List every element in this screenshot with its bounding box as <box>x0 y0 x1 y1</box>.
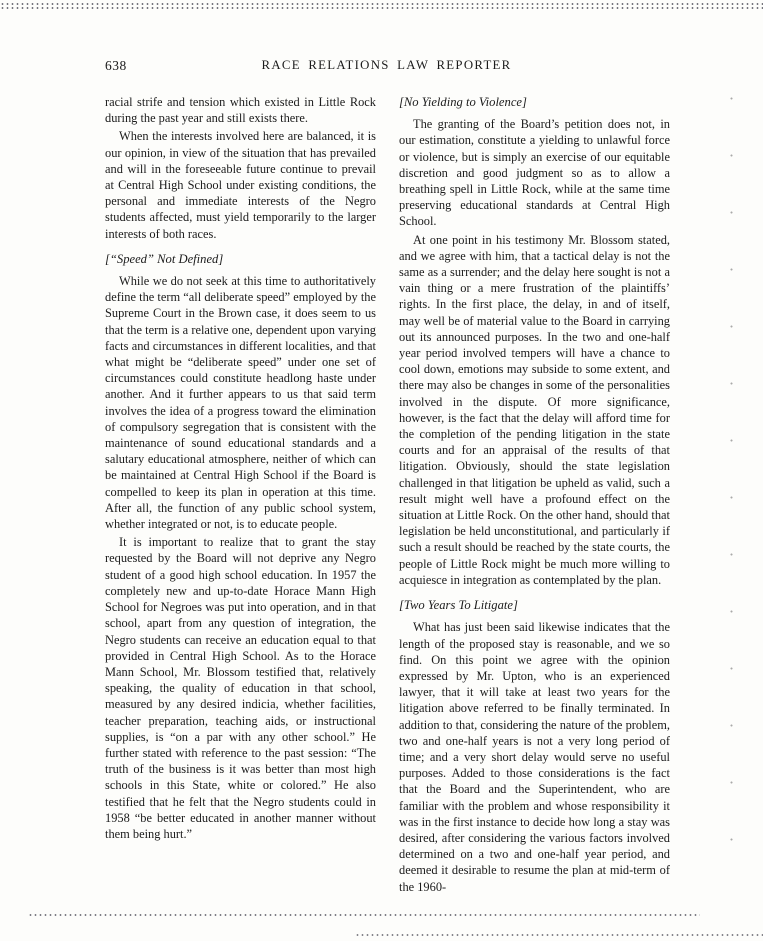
left-column <box>105 94 376 897</box>
page-header <box>105 58 668 76</box>
paragraph: At one point in his testimony Mr. Blossom stated, and we agree with him, that a tactical delay is not the same as a surrender; and the delay here sought is not a vain thing or a mere frustration of the plaintiffs’ rights. In the first place, the delay, in and of itself, may well be of material value to the Board in carrying out its announced purposes. In the two and one-half year period involved tempers will have a chance to cool down, emotions may subside to some extent, and there may also be changes in some of the personalities involved in the dispute. Of more significance, however, is the fact that the delay will afford time for the completion of the pending litigation in the state courts and for an appraisal of the results of that litigation. Obviously, should the state legislation challenged in that litigation be upheld as valid, such a result might well have a profound effect on the situation at Little Rock. On the other hand, should that legislation be held unconstitutional, and particularly if such a result should be reached by the state courts, the people of Little Rock might be much more willing to acquiesce in integration as contemplated by the plan. <box>399 232 670 587</box>
section-heading: [Two Years To Litigate] <box>399 598 518 613</box>
scan-noise-right-margin <box>715 70 757 870</box>
paragraph: When the interests involved here are balanced, it is our opinion, in view of the situation that has prevailed and will in the foreseeable future continue to prevail at Central High School under existing conditions, the personal and immediate interests of the Negro students affected, must yield temporarily to the larger interests of both races. <box>105 129 376 241</box>
paragraph: The granting of the Board’s petition does not, in our estimation, constitute a yielding to unlawful force or violence, but is simply an exercise of our equitable discretion and good judgment so as to allow a breathing spell in Little Rock, while at the same time preserving educational standards at Central High School. <box>399 117 670 229</box>
right-column <box>399 94 670 897</box>
page-number: 638 <box>105 58 127 73</box>
paragraph: What has just been said likewise indicates that the length of the proposed stay is reasonable, and we so find. On this point we agree with the opinion expressed by Mr. Upton, who is an experienced lawyer, that it will take at least two years for the litigation above referred to be finally terminated. In addition to that, considering the nature of the problem, two and one-half years is not a very long period of time; and a very short delay would serve no useful purposes. Added to those considerations is the fact that the Board and the Superintendent, who are familiar with the problem and whose responsibility it was in the first instance to decide how long a stay was desired, after considering the various factors involved determined on a two and one-half year period, and deemed it desirable to resume the plan at mid-term of the 1960- <box>399 620 670 894</box>
scan-noise-bottom-edge <box>355 933 763 937</box>
scan-noise-bottom-rule <box>28 913 700 917</box>
paragraph: racial strife and tension which existed in Little Rock during the past year and still exists there. <box>105 95 376 126</box>
paragraph: While we do not seek at this time to authoritatively define the term “all deliberate speed” employed by the Supreme Court in the Brown case, it does seem to us that the term is a relative one, dependent upon varying facts and circumstances in different localities, and that what might be “deliberate speed” under one set of circumstances could constitute headlong haste under another. And it further appears to us that said term involves the idea of a progress toward the elimination of compulsory segregation that is consistent with the maintenance of sound educational standards and a salutary educational atmosphere, neither of which can be maintained at Central High School if the Board is compelled to keep its plan in operation at this time. After all, the function of any public school system, whether integrated or not, is to educate people. <box>105 274 376 532</box>
journal-title: RACE RELATIONS LAW REPORTER <box>261 58 512 72</box>
two-column-body <box>105 94 670 897</box>
section-heading: [“Speed” Not Defined] <box>105 251 224 266</box>
scan-noise-top <box>0 2 763 11</box>
paragraph: It is important to realize that to grant the stay requested by the Board will not deprive any Negro student of a good high school education. In 1957 the completely new and up-to-date Horace Mann High School for Negroes was put into operation, and in that school, apart from any question of integration, the Negro students can receive an education equal to that provided in Central High School. As to the Horace Mann School, Mr. Blossom testified that, relatively speaking, the quality of education in that school, measured by any desired indicia, whether facilities, teacher preparation, teaching aids, or instructional supplies, is “on a par with any other school.” He further stated with reference to the past session: “The truth of the business is it was better than most high schools in this State, white or colored.” He also testified that he felt that the Negro students could in 1958 “be better educated in another manner without them being hurt.” <box>105 535 376 841</box>
section-heading: [No Yielding to Violence] <box>399 95 527 109</box>
